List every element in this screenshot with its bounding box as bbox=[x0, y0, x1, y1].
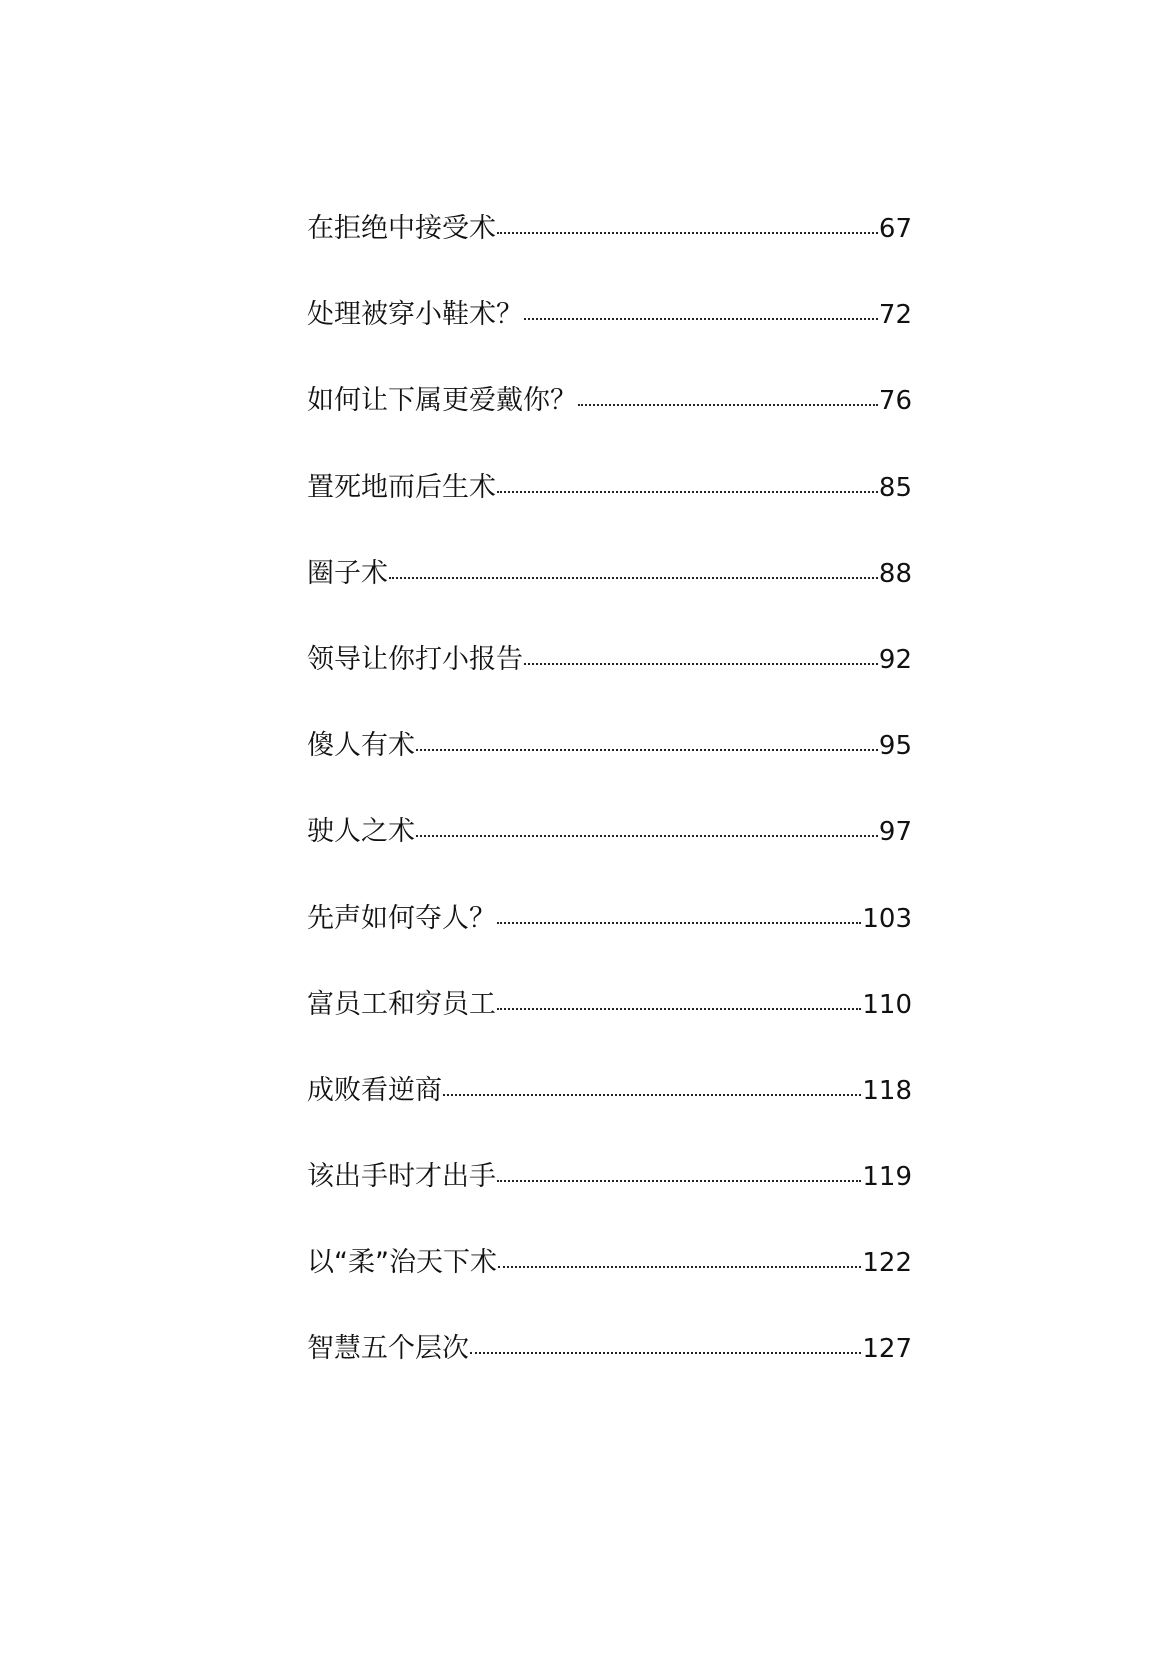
toc-entry-title: 成败看逆商 bbox=[307, 1074, 442, 1106]
toc-entry-page-number: 127 bbox=[862, 1334, 912, 1365]
toc-entry-page-number: 88 bbox=[878, 558, 912, 589]
toc-entry[interactable] bbox=[307, 988, 912, 1077]
toc-entry-title: 如何让下属更爱戴你？ bbox=[307, 385, 577, 417]
toc-entry[interactable] bbox=[307, 471, 912, 560]
toc-entry-title: 领导让你打小报告 bbox=[307, 643, 523, 675]
dot-leader bbox=[497, 1008, 861, 1010]
toc-entry-title: 圈子术 bbox=[307, 557, 388, 589]
toc-entry[interactable] bbox=[307, 215, 912, 301]
toc-entry-title: 先声如何夺人？ bbox=[307, 902, 496, 934]
toc-entry-page-number: 76 bbox=[878, 386, 912, 417]
toc-entry-page-number: 95 bbox=[878, 731, 912, 762]
toc-entry-title: 傻人有术 bbox=[307, 730, 415, 762]
toc-entry[interactable] bbox=[307, 1249, 912, 1335]
toc-entry[interactable] bbox=[307, 387, 912, 473]
dot-leader bbox=[497, 491, 878, 493]
toc-entry[interactable] bbox=[307, 902, 912, 991]
toc-entry-page-number: 122 bbox=[862, 1248, 912, 1279]
toc-entry-title: 富员工和穷员工 bbox=[307, 988, 496, 1020]
dot-leader bbox=[416, 835, 878, 837]
dot-leader bbox=[497, 1180, 861, 1182]
dot-leader bbox=[497, 922, 861, 924]
toc-entry-page-number: 119 bbox=[862, 1162, 912, 1193]
toc-entry-title: 处理被穿小鞋术？ bbox=[307, 299, 523, 331]
toc-entry-title: 驶人之术 bbox=[307, 816, 415, 848]
toc-entry[interactable] bbox=[307, 557, 912, 646]
toc-entry[interactable] bbox=[307, 732, 912, 818]
toc-entry[interactable] bbox=[307, 1163, 912, 1249]
dot-leader bbox=[497, 232, 878, 234]
dot-leader bbox=[443, 1094, 861, 1096]
dot-leader bbox=[416, 749, 878, 751]
toc-entry-page-number: 118 bbox=[862, 1075, 912, 1106]
toc-entry[interactable] bbox=[307, 1335, 912, 1421]
dot-leader bbox=[389, 577, 878, 579]
dot-leader bbox=[498, 1266, 861, 1268]
toc-entry[interactable] bbox=[307, 818, 912, 904]
toc-entry-title: 智慧五个层次 bbox=[307, 1333, 469, 1365]
toc-entry-page-number: 72 bbox=[878, 300, 912, 331]
toc-entry-page-number: 85 bbox=[878, 472, 912, 503]
dot-leader bbox=[578, 404, 878, 406]
toc-entry[interactable] bbox=[307, 1074, 912, 1163]
table-of-contents bbox=[307, 215, 912, 1422]
dot-leader bbox=[524, 318, 878, 320]
toc-entry-page-number: 110 bbox=[862, 989, 912, 1020]
dot-leader bbox=[524, 663, 878, 665]
toc-entry[interactable] bbox=[307, 301, 912, 387]
toc-entry-title: 以“柔”治天下术 bbox=[307, 1247, 497, 1279]
toc-entry-title: 在拒绝中接受术 bbox=[307, 213, 496, 244]
dot-leader bbox=[470, 1352, 861, 1354]
toc-entry-page-number: 67 bbox=[878, 214, 912, 244]
toc-entry-title: 该出手时才出手 bbox=[307, 1161, 496, 1193]
toc-entry-page-number: 97 bbox=[878, 817, 912, 848]
toc-entry[interactable] bbox=[307, 643, 912, 732]
toc-entry-title: 置死地而后生术 bbox=[307, 471, 496, 503]
toc-entry-page-number: 92 bbox=[878, 644, 912, 675]
toc-entry-page-number: 103 bbox=[862, 903, 912, 934]
